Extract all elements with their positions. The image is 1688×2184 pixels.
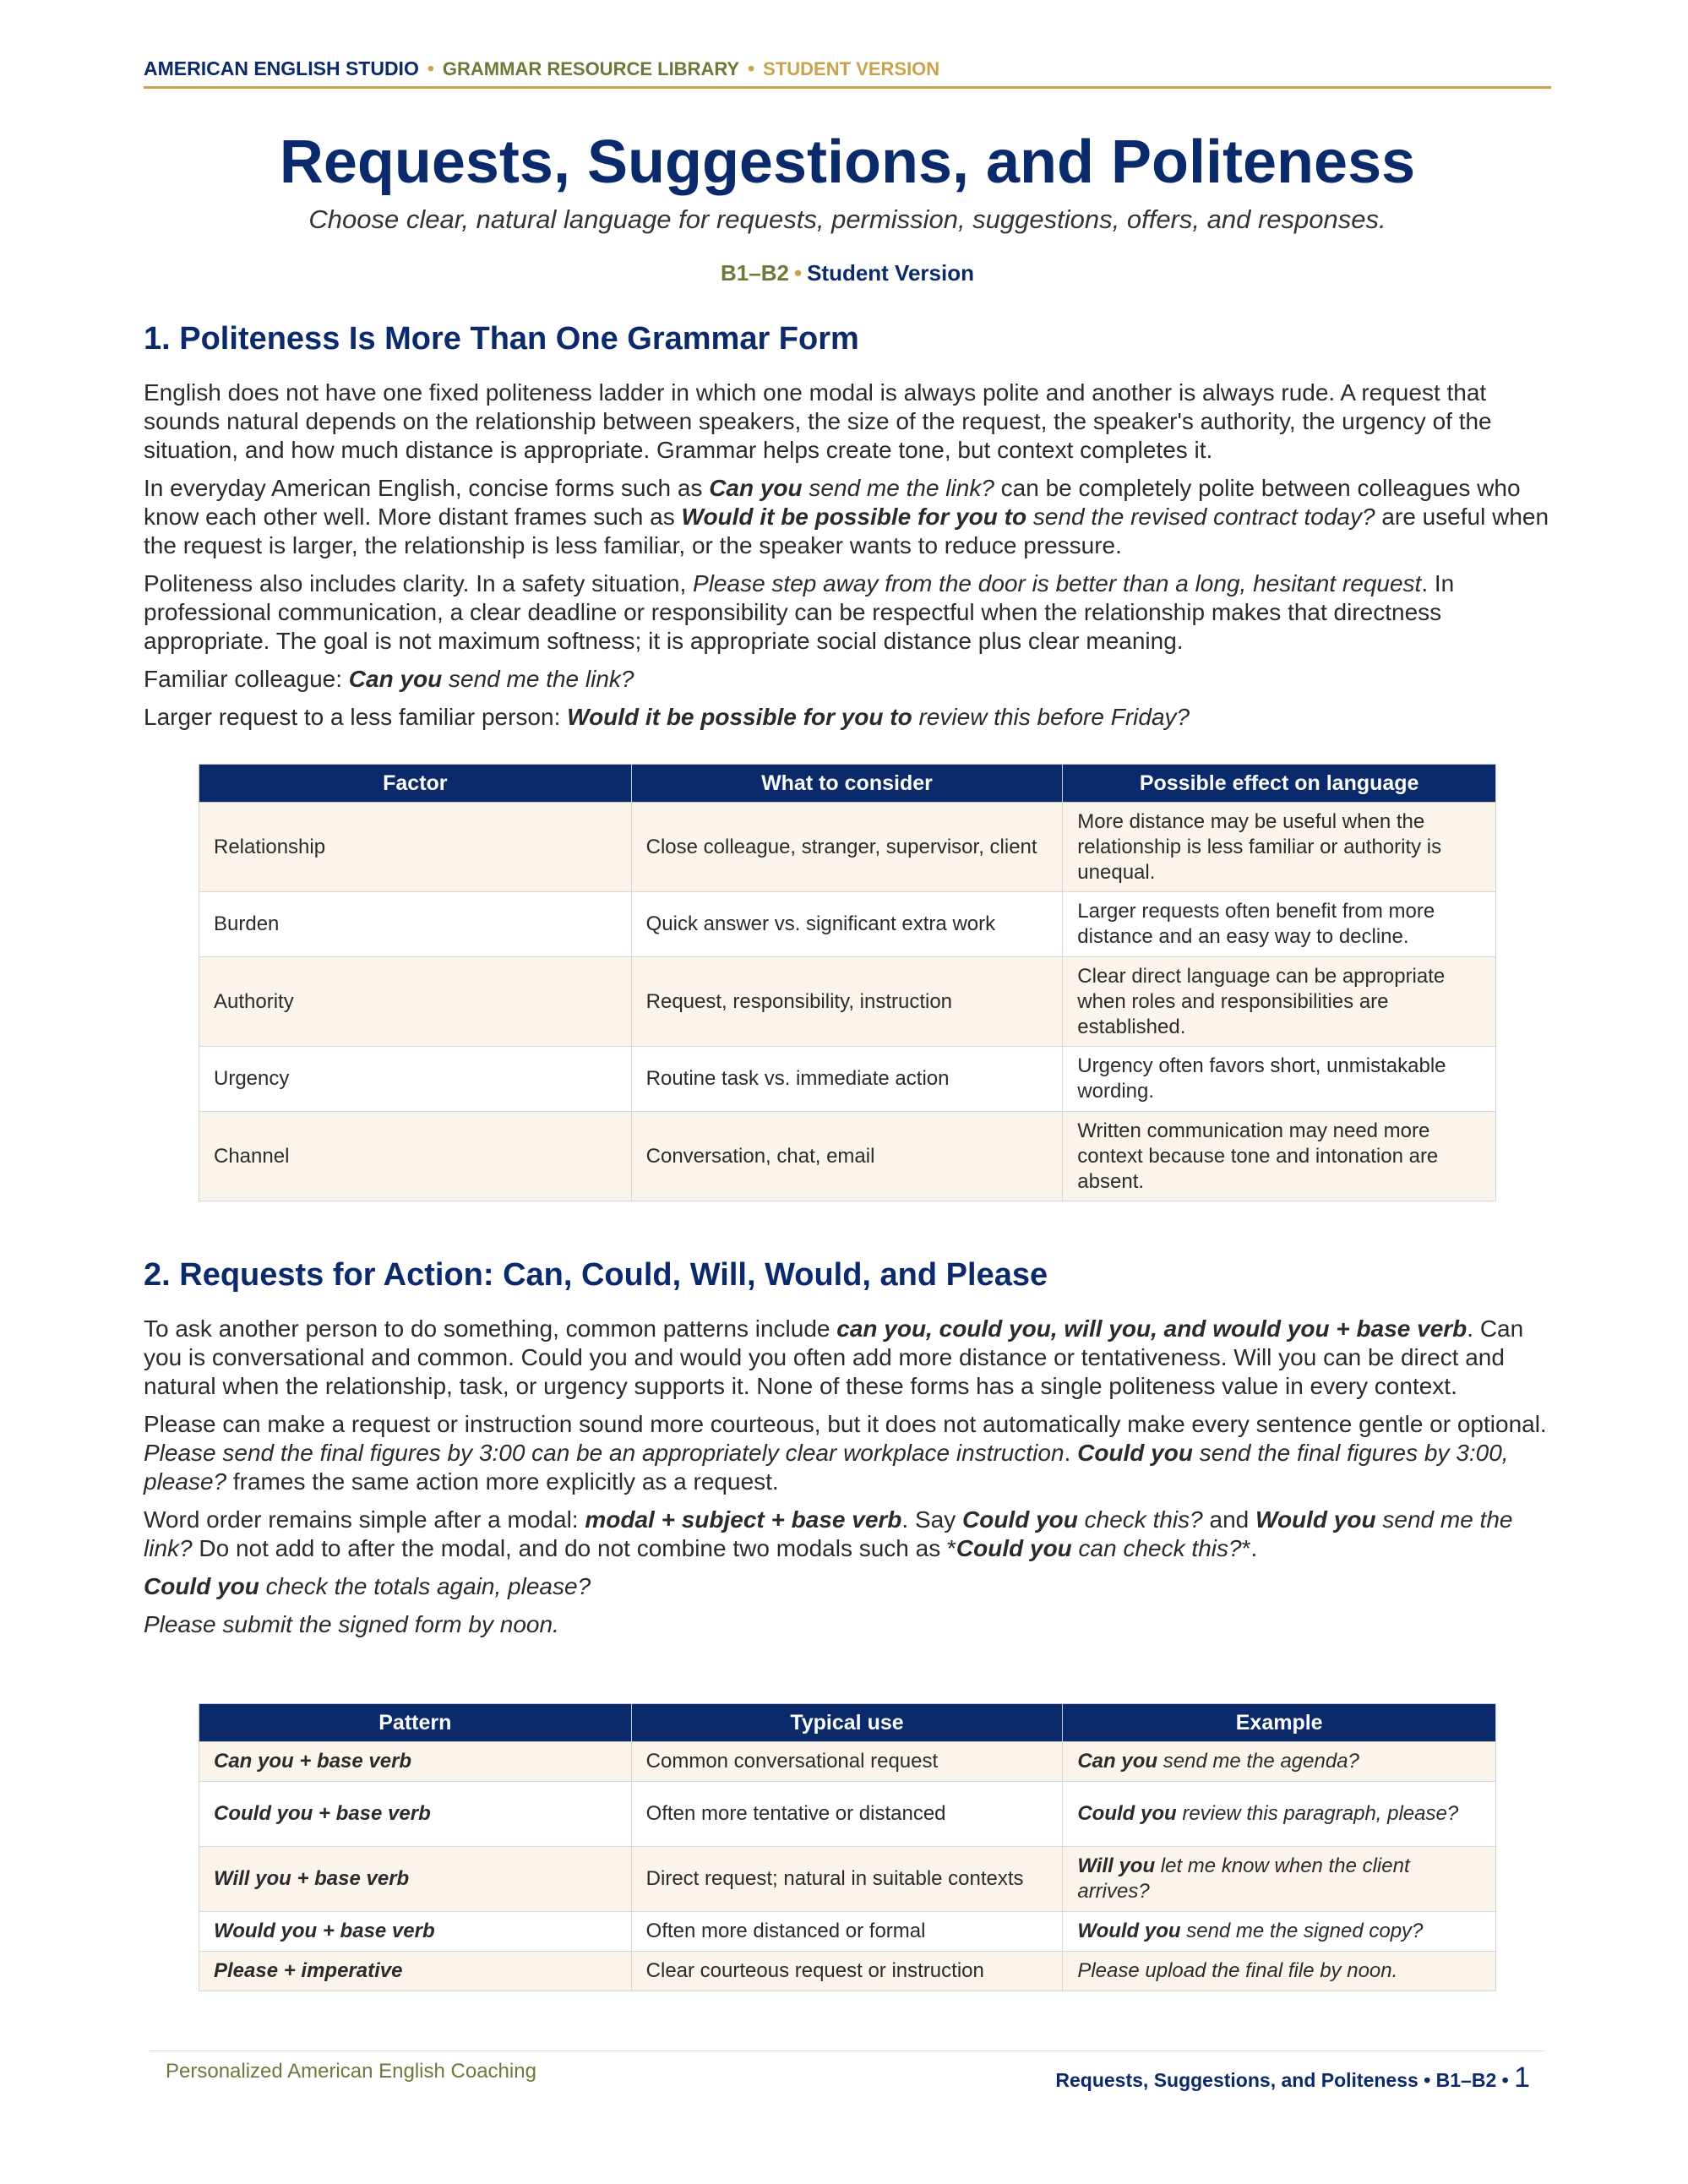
footer-doc-title: Requests, Suggestions, and Politeness • B1–B2 • (1055, 2069, 1509, 2091)
table-cell: Written communication may need more context because tone and intonation are absent. (1063, 1112, 1496, 1201)
table-cell: More distance may be useful when the relationship is less familiar or authority is unequal. (1063, 803, 1496, 892)
table-header-cell: What to consider (631, 765, 1063, 803)
level-version: Student Version (807, 260, 974, 286)
pattern-cell: Please + imperative (199, 1952, 632, 1991)
section-1-heading: 1. Politeness Is More Than One Grammar Form (144, 321, 859, 357)
header-version: STUDENT VERSION (763, 58, 940, 79)
page-title: Requests, Suggestions, and Politeness (279, 128, 1416, 196)
example-cell: Will you let me know when the client arrives? (1063, 1847, 1496, 1912)
table-cell: Burden (199, 892, 632, 957)
table-cell: Quick answer vs. significant extra work (631, 892, 1063, 957)
running-header (144, 57, 1551, 89)
table-header-cell: Possible effect on language (1063, 765, 1496, 803)
table-cell: Close colleague, stranger, supervisor, client (631, 803, 1063, 892)
section-2-paragraph-3: Word order remains simple after a modal: modal + subject + base verb. Say Could you check this? and Would you send me the link? Do not add to after the modal, and do not combine two modals such as *Could you can check this?*. (144, 1506, 1513, 1561)
example-cell: Could you review this paragraph, please? (1063, 1782, 1496, 1847)
header-separator: • (748, 57, 755, 79)
section-1-paragraph-2: In everyday American English, concise forms such as Can you send me the link? can be completely polite between colleagues who know each other well. More distant frames such as Would it be possible for you to send the revised contract today? are useful when the request is larger, the relationship is less familiar, or the speaker wants to reduce pressure. (144, 475, 1549, 558)
level-range: B1–B2 (721, 260, 789, 286)
section-2-example-2: Please submit the signed form by noon. (144, 1611, 559, 1637)
table-row (199, 1112, 1496, 1201)
section-1-paragraph-1: English does not have one fixed politeness ladder in which one modal is always polite and another is always rude. A request that sounds natural depends on the relationship between speakers, the size of the request, the speaker's authority, the urgency of the situation, and how much distance is appropriate. Grammar helps create tone, but context completes it. (144, 379, 1492, 463)
header-separator: • (427, 57, 434, 79)
table-cell: Request, responsibility, instruction (631, 957, 1063, 1047)
section-2-example-1: Could you check the totals again, please? (144, 1573, 591, 1599)
table-header-cell: Typical use (631, 1704, 1063, 1742)
section-1 (144, 319, 1551, 732)
use-cell: Clear courteous request or instruction (631, 1952, 1063, 1991)
table-row (199, 892, 1496, 957)
table-cell: Clear direct language can be appropriate when roles and responsibilities are established. (1063, 957, 1496, 1047)
footer-coaching-text: Personalized American English Coaching (166, 2060, 536, 2083)
use-cell: Direct request; natural in suitable contexts (631, 1847, 1063, 1912)
page-number: 1 (1514, 2061, 1530, 2094)
section-2-heading: 2. Requests for Action: Can, Could, Will, Would, and Please (144, 1257, 1048, 1293)
footer-doc-info (1055, 2061, 1530, 2094)
table-row (199, 957, 1496, 1047)
table-header-cell: Example (1063, 1704, 1496, 1742)
table-cell: Authority (199, 957, 632, 1047)
table-row (199, 1047, 1496, 1112)
section-2-paragraph-1: To ask another person to do something, common patterns include can you, could you, will you, and would you + base verb. Can you is conversational and common. Could you and would you often add more distance or tentativeness. Will you can be direct and natural when the relationship, task, or urgency supports it. None of these forms has a single politeness value in every context. (144, 1315, 1524, 1399)
page-subtitle: Choose clear, natural language for requests, permission, suggestions, offers, and responses. (308, 204, 1386, 234)
section-1-paragraph-3: Politeness also includes clarity. In a safety situation, Please step away from the door is better than a long, hesitant request. In professional communication, a clear deadline or responsibility can be respectful when the relationship makes that directness appropriate. The goal is not maximum softness; it is appropriate social distance plus clear meaning. (144, 570, 1455, 654)
table-cell: Larger requests often benefit from more distance and an easy way to decline. (1063, 892, 1496, 957)
table-row (199, 1847, 1496, 1912)
politeness-factors-table (199, 764, 1496, 1201)
section-2 (144, 1255, 1551, 1639)
section-1-example-2: Larger request to a less familiar person: Would it be possible for you to review this before Friday? (144, 704, 1190, 730)
header-library: GRAMMAR RESOURCE LIBRARY (442, 58, 740, 79)
pattern-cell: Will you + base verb (199, 1847, 632, 1912)
table-cell: Conversation, chat, email (631, 1112, 1063, 1201)
example-cell: Can you send me the agenda? (1063, 1742, 1496, 1782)
section-2-paragraph-2: Please can make a request or instruction sound more courteous, but it does not automatically make every sentence gentle or optional. Please send the final figures by 3:00 can be an appropriately clear workplace instruction. Could you send the final figures by 3:00, please? frames the same action more explicitly as a request. (144, 1411, 1547, 1495)
table-row (199, 1782, 1496, 1847)
request-patterns-table (199, 1703, 1496, 1991)
table-cell: Channel (199, 1112, 632, 1201)
table-header-cell: Pattern (199, 1704, 632, 1742)
header-brand: AMERICAN ENGLISH STUDIO (144, 57, 419, 79)
table-cell: Urgency (199, 1047, 632, 1112)
use-cell: Common conversational request (631, 1742, 1063, 1782)
table-row (199, 1742, 1496, 1782)
level-separator: • (793, 260, 803, 286)
table-row (199, 1912, 1496, 1952)
pattern-cell: Could you + base verb (199, 1782, 632, 1847)
table-cell: Routine task vs. immediate action (631, 1047, 1063, 1112)
example-cell: Would you send me the signed copy? (1063, 1912, 1496, 1952)
pattern-cell: Would you + base verb (199, 1912, 632, 1952)
example-cell: Please upload the final file by noon. (1063, 1952, 1496, 1991)
pattern-cell: Can you + base verb (199, 1742, 632, 1782)
table-cell: Urgency often favors short, unmistakable wording. (1063, 1047, 1496, 1112)
use-cell: Often more tentative or distanced (631, 1782, 1063, 1847)
section-1-example-1: Familiar colleague: Can you send me the link? (144, 666, 634, 692)
table-row (199, 1952, 1496, 1991)
table-cell: Relationship (199, 803, 632, 892)
use-cell: Often more distanced or formal (631, 1912, 1063, 1952)
table-header-cell: Factor (199, 765, 632, 803)
table-row (199, 803, 1496, 892)
level-line (144, 259, 1551, 287)
